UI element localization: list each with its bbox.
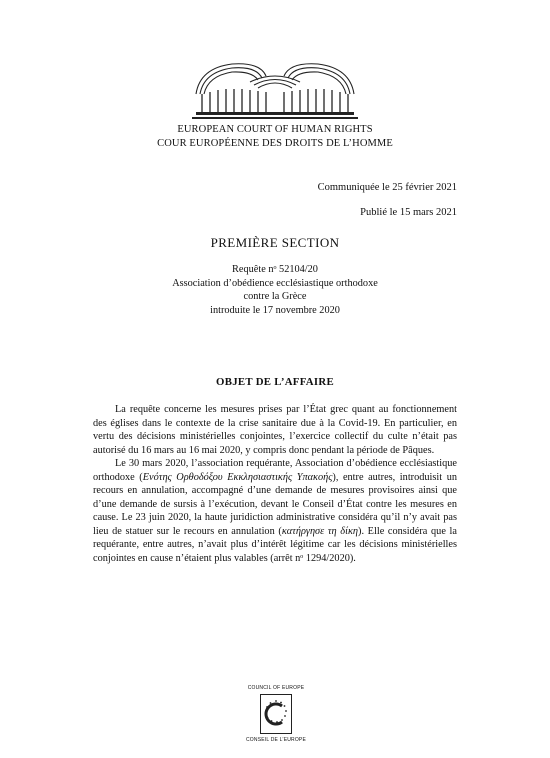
coe-label-english: COUNCIL OF EUROPE	[247, 685, 305, 691]
council-of-europe-logo	[245, 685, 307, 745]
communication-date: Communiquée le 25 février 2021	[317, 182, 457, 193]
body-paragraph: Le 30 mars 2020, l’association requérante, Association d’obédience ecclésiastique orthodoxe (Ενότης Ορθοδόξου Εκκλησιαστικής Υπακοής), entre autres, introduisit un recours en annulation, accompagné d’une demande de mesures provisoires ainsi que d’une demande de sursis à l’exécution, devant le Conseil d’État contre les mesures en cause. Le 23 juin 2020, la haute juridiction administrative considéra qu’il n’y avait pas lieu de statuer sur le recours en annulation (κατήργησε τη δίκη). Elle considéra que la requérante, entre autres, n’avait plus d’intérêt légitime car les décisions ministérielles conjointes en cause n’étaient plus valables (arrêt nᵒ 1294/2020).	[93, 458, 457, 564]
publication-date: Publié le 15 mars 2021	[360, 207, 457, 218]
respondent-state: contre la Grèce	[243, 291, 307, 302]
applicant-name: Association d’obédience ecclésiastique orthodoxe	[172, 277, 378, 289]
section-title: PREMIÈRE SECTION	[210, 235, 340, 250]
court-building-logo	[190, 54, 360, 124]
council-of-europe-emblem-icon	[260, 694, 292, 734]
court-name-english: EUROPEAN COURT OF HUMAN RIGHTS	[177, 124, 373, 135]
court-name-french: COUR EUROPÉENNE DES DROITS DE L’HOMME	[157, 138, 393, 149]
lodged-date: introduite le 17 novembre 2020	[210, 304, 340, 316]
body-paragraph: La requête concerne les mesures prises par l’État grec quant au fonctionnement des églises dans le contexte de la crise sanitaire due à la Covid-19. En particulier, en vertu des décisions ministérielles conjointes, l’exercice collectif du culte n’était pas autorisé du 16 mars au 16 mai 2020, y compris donc pendant la période de Pâques.	[93, 404, 457, 456]
subject-heading: OBJET DE L’AFFAIRE	[216, 376, 334, 388]
coe-label-french: CONSEIL DE L’EUROPE	[245, 737, 307, 743]
application-number: Requête nᵒ 52104/20	[232, 264, 318, 275]
case-body	[93, 403, 457, 565]
